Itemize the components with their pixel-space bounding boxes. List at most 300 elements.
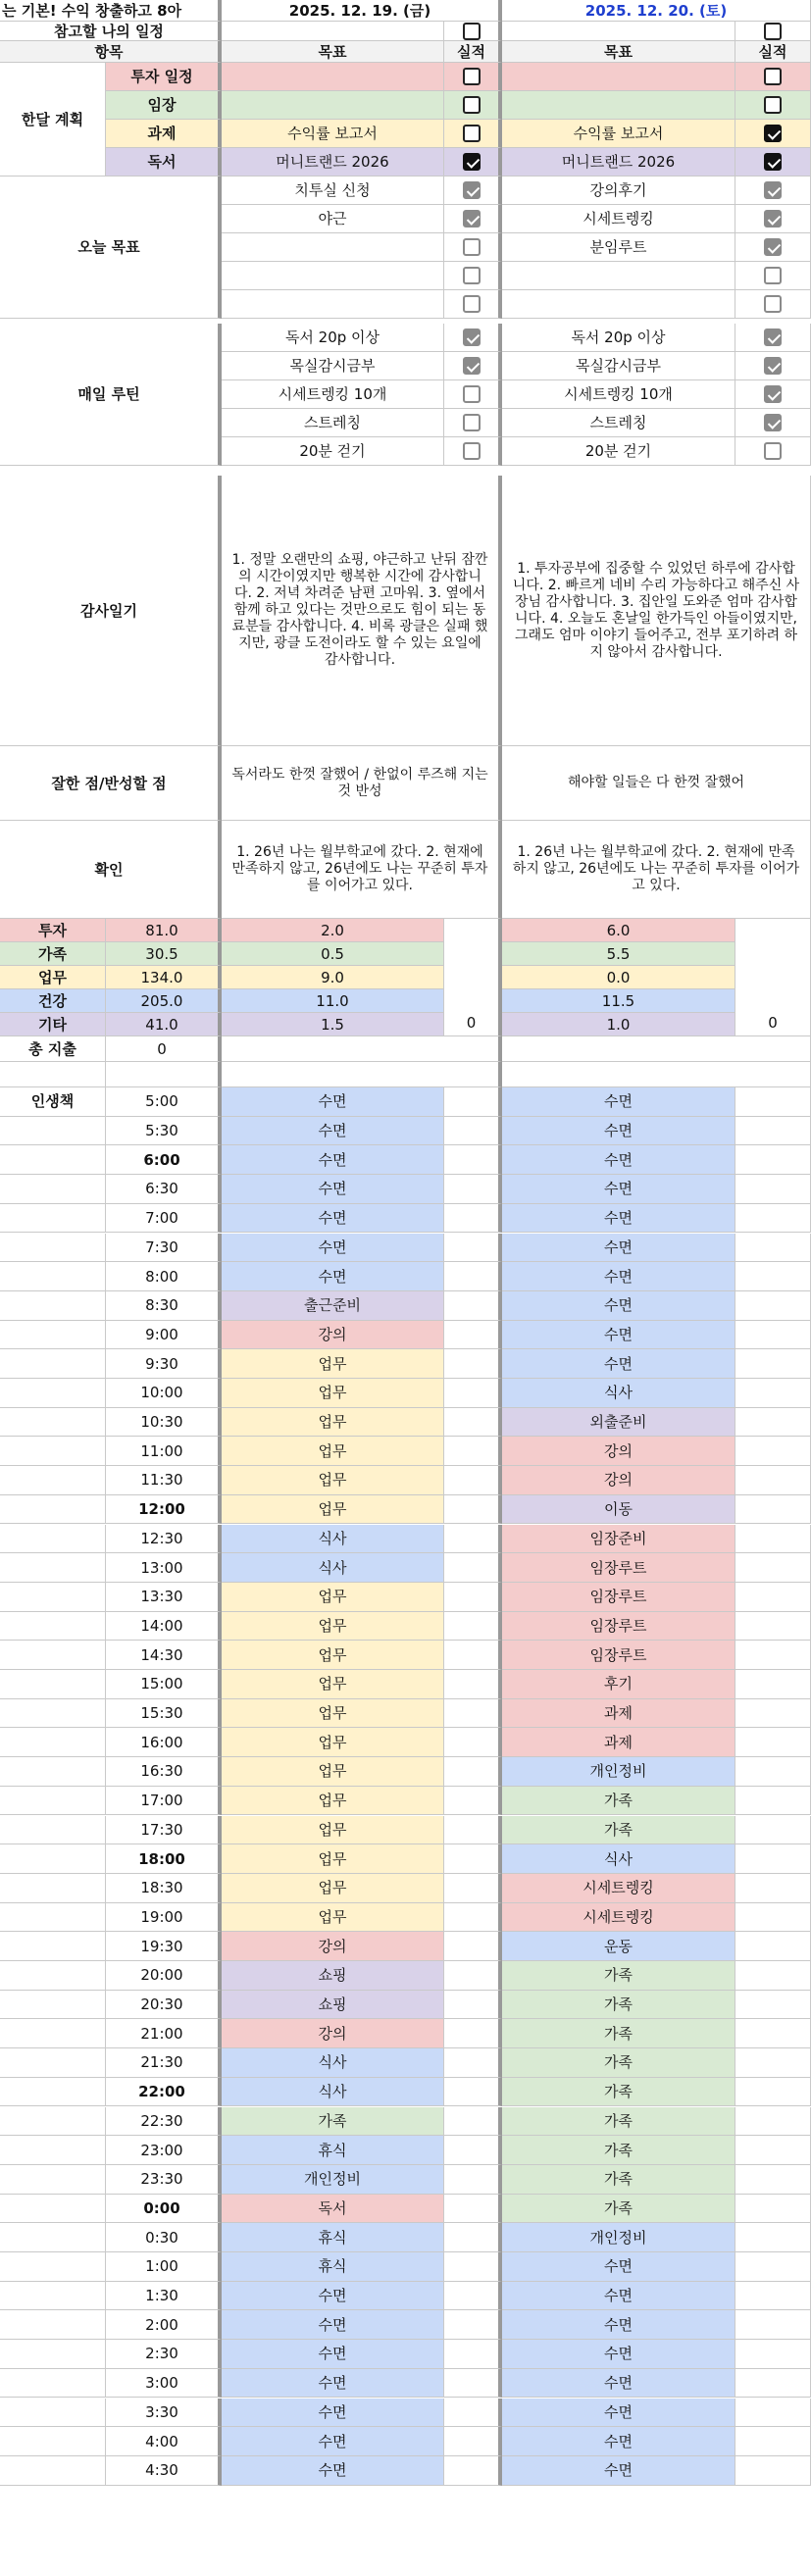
activity-d1-note	[444, 2195, 502, 2224]
time-slot: 2:00	[106, 2310, 222, 2340]
activity-d2: 수면	[502, 2369, 735, 2399]
activity-d1: 식사	[222, 1525, 444, 1554]
checkbox[interactable]	[463, 181, 481, 199]
activity-d2: 가족	[502, 1787, 735, 1816]
checkbox[interactable]	[764, 295, 782, 313]
time-slot: 8:00	[106, 1262, 222, 1291]
time-slot: 23:00	[106, 2136, 222, 2165]
today-d2-goal: 시세트렝킹	[502, 205, 735, 233]
activity-d2: 수면	[502, 1145, 735, 1175]
spending-total: 30.5	[106, 942, 222, 966]
schedule-row	[0, 1291, 811, 1321]
schedule-blank	[0, 1145, 106, 1175]
activity-d2-note	[735, 1816, 811, 1845]
time-slot: 21:30	[106, 2048, 222, 2078]
activity-d1: 쇼핑	[222, 1961, 444, 1991]
activity-d1-note	[444, 1291, 502, 1321]
today-d2-done	[735, 177, 811, 205]
schedule-blank	[0, 1408, 106, 1438]
spending-d1: 11.0	[222, 989, 444, 1013]
activity-d1: 수면	[222, 1234, 444, 1263]
activity-d2: 과제	[502, 1699, 735, 1729]
today-row	[0, 205, 811, 233]
schedule-blank	[0, 1234, 106, 1263]
monthly-d1-done	[444, 148, 502, 177]
total-value: 0	[106, 1036, 222, 1062]
time-slot: 20:00	[106, 1961, 222, 1991]
schedule-row	[0, 2136, 811, 2165]
schedule-row	[0, 2369, 811, 2399]
activity-d2: 강의	[502, 1466, 735, 1495]
schedule-blank	[0, 1728, 106, 1757]
schedule-blank	[0, 1525, 106, 1554]
activity-d1-note	[444, 2427, 502, 2456]
checkbox[interactable]	[764, 442, 782, 460]
schedule-blank	[0, 2252, 106, 2282]
activity-d2: 외출준비	[502, 1408, 735, 1438]
time-slot: 3:30	[106, 2399, 222, 2428]
ref-d2-goal	[502, 22, 735, 41]
schedule-row	[0, 1525, 811, 1554]
today-d2-goal	[502, 290, 735, 319]
routine-d2-goal: 스트레칭	[502, 409, 735, 437]
activity-d1-note	[444, 1612, 502, 1642]
checkbox[interactable]	[463, 125, 481, 142]
activity-d2-note	[735, 1437, 811, 1466]
activity-d1-note	[444, 2310, 502, 2340]
schedule-row	[0, 1641, 811, 1670]
checkbox[interactable]	[764, 125, 782, 142]
activity-d1-note	[444, 2282, 502, 2311]
activity-d2-note	[735, 1728, 811, 1757]
activity-d1: 업무	[222, 1466, 444, 1495]
confirm-d2: 1. 26년 나는 월부학교에 갔다. 2. 현재에 만족하지 않고, 26년에도 나는 꾸준히 투자를 이어가고 있다.	[502, 821, 811, 919]
activity-d2: 개인정비	[502, 1757, 735, 1787]
today-d2-goal	[502, 262, 735, 290]
checkbox[interactable]	[764, 181, 782, 199]
routine-d1-goal: 목실감시금부	[222, 352, 444, 380]
activity-d1-note	[444, 1087, 502, 1117]
schedule-blank	[0, 1757, 106, 1787]
activity-d1-note	[444, 2165, 502, 2195]
checkbox[interactable]	[764, 68, 782, 85]
checkbox[interactable]	[463, 442, 481, 460]
monthly-d1-goal: 수익률 보고서	[222, 120, 444, 148]
activity-d2-note	[735, 1495, 811, 1525]
schedule-blank	[0, 1553, 106, 1583]
activity-d2: 가족	[502, 2048, 735, 2078]
date-2: 2025. 12. 20. (토)	[502, 0, 811, 22]
daily-routine-block	[0, 324, 811, 466]
spending-label: 가족	[0, 942, 106, 966]
time-slot: 19:00	[106, 1903, 222, 1933]
checkbox[interactable]	[764, 238, 782, 256]
activity-d2-note	[735, 1787, 811, 1816]
monthly-d1-goal: 머니트랜드 2026	[222, 148, 444, 177]
schedule-row	[0, 2340, 811, 2369]
activity-d1: 수면	[222, 1175, 444, 1204]
schedule-row	[0, 2399, 811, 2428]
activity-d1: 식사	[222, 2078, 444, 2107]
activity-d2: 가족	[502, 2195, 735, 2224]
checkbox[interactable]	[463, 238, 481, 256]
time-slot: 11:00	[106, 1437, 222, 1466]
activity-d1: 업무	[222, 1816, 444, 1845]
schedule-blank	[0, 1991, 106, 2020]
checkbox[interactable]	[463, 328, 481, 346]
schedule-row	[0, 1262, 811, 1291]
col-result-1: 실적	[444, 41, 502, 63]
checkbox[interactable]	[764, 357, 782, 375]
activity-d2-note	[735, 2107, 811, 2137]
gratitude-row	[0, 476, 811, 746]
schedule-blank	[0, 2223, 106, 2252]
today-d1-goal: 야근	[222, 205, 444, 233]
activity-d1: 수면	[222, 1204, 444, 1234]
activity-d1: 업무	[222, 1670, 444, 1699]
checkbox[interactable]	[463, 68, 481, 85]
activity-d1-note	[444, 1321, 502, 1350]
monthly-label: 과제	[106, 120, 222, 148]
checkbox[interactable]	[463, 210, 481, 227]
schedule-row	[0, 1234, 811, 1263]
activity-d2: 수면	[502, 1117, 735, 1146]
checkbox[interactable]	[463, 414, 481, 431]
activity-d2: 수면	[502, 1175, 735, 1204]
activity-d2: 수면	[502, 1087, 735, 1117]
schedule-row	[0, 1844, 811, 1874]
checkbox[interactable]	[764, 414, 782, 431]
time-slot: 16:30	[106, 1757, 222, 1787]
schedule-blank	[0, 2136, 106, 2165]
activity-d2: 가족	[502, 2019, 735, 2048]
time-slot: 15:30	[106, 1699, 222, 1729]
activity-d2: 강의	[502, 1437, 735, 1466]
schedule-row	[0, 2252, 811, 2282]
schedule-blank	[0, 1117, 106, 1146]
schedule-row	[0, 2048, 811, 2078]
activity-d1: 업무	[222, 1437, 444, 1466]
activity-d1: 업무	[222, 1757, 444, 1787]
monthly-label: 독서	[106, 148, 222, 177]
schedule-row	[0, 2456, 811, 2486]
activity-d2-note	[735, 2078, 811, 2107]
time-slot: 17:30	[106, 1816, 222, 1845]
total-d1	[222, 1036, 502, 1062]
monthly-label: 임장	[106, 91, 222, 120]
activity-d1-note	[444, 1408, 502, 1438]
activity-d1: 업무	[222, 1699, 444, 1729]
activity-d1: 업무	[222, 1787, 444, 1816]
schedule-row	[0, 2310, 811, 2340]
monthly-d2-done	[735, 120, 811, 148]
schedule-blank	[0, 1175, 106, 1204]
time-slot: 3:00	[106, 2369, 222, 2399]
today-d1-done	[444, 262, 502, 290]
activity-d1: 개인정비	[222, 2165, 444, 2195]
activity-d2-note	[735, 1612, 811, 1642]
schedule-row	[0, 1408, 811, 1438]
checkbox[interactable]	[463, 153, 481, 171]
checkbox[interactable]	[764, 328, 782, 346]
spending-d2: 6.0	[502, 919, 735, 942]
schedule-blank	[0, 1844, 106, 1874]
activity-d1-note	[444, 1117, 502, 1146]
activity-d1: 업무	[222, 1379, 444, 1408]
activity-d1-note	[444, 2223, 502, 2252]
activity-d1: 수면	[222, 2369, 444, 2399]
checkbox[interactable]	[764, 385, 782, 403]
monthly-row	[0, 120, 811, 148]
schedule-blank	[0, 1787, 106, 1816]
date-header-row	[0, 0, 811, 22]
total-label: 총 지출	[0, 1036, 106, 1062]
activity-d2: 가족	[502, 2165, 735, 2195]
schedule-row	[0, 1145, 811, 1175]
time-slot: 13:30	[106, 1583, 222, 1612]
activity-d1-note	[444, 1175, 502, 1204]
monthly-plan-block	[0, 63, 811, 177]
schedule-row	[0, 1961, 811, 1991]
schedule-blank	[0, 1583, 106, 1612]
activity-d1: 업무	[222, 1641, 444, 1670]
reflection-row	[0, 746, 811, 821]
routine-d1-done	[444, 437, 502, 466]
monthly-label: 투자 일정	[106, 63, 222, 91]
activity-d2-note	[735, 1932, 811, 1961]
activity-d1-note	[444, 1234, 502, 1263]
schedule-blank	[0, 1349, 106, 1379]
checkbox[interactable]	[463, 357, 481, 375]
activity-d2-note	[735, 2165, 811, 2195]
checkbox[interactable]	[463, 385, 481, 403]
schedule-row	[0, 1321, 811, 1350]
total-spending-row	[0, 1036, 811, 1062]
activity-d2: 임장루트	[502, 1612, 735, 1642]
time-slot: 14:30	[106, 1641, 222, 1670]
activity-d2: 식사	[502, 1379, 735, 1408]
monthly-d2-done	[735, 63, 811, 91]
activity-d2-note	[735, 1961, 811, 1991]
activity-d2-note	[735, 1321, 811, 1350]
blank-row	[0, 1062, 811, 1087]
activity-d1-note	[444, 1699, 502, 1729]
schedule-row	[0, 1699, 811, 1729]
routine-row	[0, 324, 811, 352]
schedule-row	[0, 1932, 811, 1961]
activity-d1-note	[444, 1932, 502, 1961]
activity-d1-note	[444, 1495, 502, 1525]
activity-d1: 식사	[222, 2048, 444, 2078]
schedule-blank	[0, 1641, 106, 1670]
activity-d2-note	[735, 2456, 811, 2486]
schedule-blank	[0, 1874, 106, 1903]
schedule-row	[0, 1670, 811, 1699]
spending-d1: 0.5	[222, 942, 444, 966]
schedule-row	[0, 2282, 811, 2311]
spending-d2-extra: 0	[735, 919, 811, 1036]
activity-d1-note	[444, 1525, 502, 1554]
activity-d1: 출근준비	[222, 1291, 444, 1321]
time-slot: 12:00	[106, 1495, 222, 1525]
activity-d2: 수면	[502, 1234, 735, 1263]
today-d1-goal	[222, 262, 444, 290]
routine-d1-done	[444, 324, 502, 352]
activity-d2-note	[735, 2282, 811, 2311]
activity-d2-note	[735, 2252, 811, 2282]
schedule-row	[0, 1204, 811, 1234]
activity-d1: 휴식	[222, 2223, 444, 2252]
activity-d2: 수면	[502, 1262, 735, 1291]
confirm-title: 확인	[0, 821, 222, 919]
schedule-blank	[0, 2369, 106, 2399]
schedule-blank	[0, 1204, 106, 1234]
reflection-d2: 해야할 일들은 다 한껏 잘했어	[502, 746, 811, 821]
gratitude-d1: 1. 정말 오랜만의 쇼핑, 야근하고 난뒤 잠깐의 시간이였지만 행복한 시간에 감사합니다. 2. 저녁 차려준 남편 고마워. 3. 옆에서 함께 하고 있다는 것만으로도 힘이 되는 동료분들 감사합니다. 4. 비록 광클은 실패 했지만, 광클 도전이라도 할 수 있는 요일에 감사합니다.	[222, 476, 502, 746]
activity-d1: 수면	[222, 1262, 444, 1291]
monthly-d2-goal	[502, 63, 735, 91]
activity-d2: 이동	[502, 1495, 735, 1525]
activity-d2-note	[735, 2399, 811, 2428]
checkbox[interactable]	[463, 96, 481, 114]
schedule-blank	[0, 1932, 106, 1961]
schedule-row	[0, 1379, 811, 1408]
activity-d1-note	[444, 1553, 502, 1583]
activity-d1-note	[444, 1437, 502, 1466]
checkbox[interactable]	[764, 96, 782, 114]
schedule-row	[0, 1175, 811, 1204]
routine-d2-done	[735, 352, 811, 380]
checkbox[interactable]	[764, 267, 782, 284]
activity-d2: 수면	[502, 1349, 735, 1379]
activity-d1-note	[444, 1262, 502, 1291]
cell	[502, 1062, 811, 1087]
schedule-blank	[0, 2282, 106, 2311]
activity-d1: 휴식	[222, 2252, 444, 2282]
schedule-blank	[0, 2019, 106, 2048]
time-slot: 16:00	[106, 1728, 222, 1757]
activity-d1: 수면	[222, 2456, 444, 2486]
activity-d2: 가족	[502, 1816, 735, 1845]
checkbox[interactable]	[764, 153, 782, 171]
activity-d2: 수면	[502, 2427, 735, 2456]
checkbox[interactable]	[463, 295, 481, 313]
schedule-blank	[0, 2456, 106, 2486]
routine-d1-done	[444, 409, 502, 437]
routine-d1-done	[444, 380, 502, 409]
activity-d2: 수면	[502, 1204, 735, 1234]
activity-d2-note	[735, 1525, 811, 1554]
routine-d1-done	[444, 352, 502, 380]
activity-d2: 수면	[502, 2399, 735, 2428]
activity-d1-note	[444, 1379, 502, 1408]
activity-d1: 수면	[222, 2399, 444, 2428]
schedule-row	[0, 1787, 811, 1816]
activity-d1: 수면	[222, 2310, 444, 2340]
activity-d2: 가족	[502, 2107, 735, 2137]
activity-d1-note	[444, 1145, 502, 1175]
activity-d2: 수면	[502, 2456, 735, 2486]
today-row	[0, 233, 811, 262]
spending-label: 건강	[0, 989, 106, 1013]
activity-d1-note	[444, 1349, 502, 1379]
activity-d1: 업무	[222, 1408, 444, 1438]
schedule-row	[0, 2107, 811, 2137]
schedule-blank	[0, 1437, 106, 1466]
time-slot: 0:00	[106, 2195, 222, 2224]
reflection-title: 잘한 점/반성할 점	[0, 746, 222, 821]
today-d1-done	[444, 233, 502, 262]
schedule-blank	[0, 1961, 106, 1991]
today-d2-goal: 강의후기	[502, 177, 735, 205]
checkbox[interactable]	[463, 267, 481, 284]
activity-d2-note	[735, 1234, 811, 1263]
today-d2-goal: 분임루트	[502, 233, 735, 262]
monthly-d1-done	[444, 91, 502, 120]
schedule-blank	[0, 1699, 106, 1729]
activity-d1-note	[444, 2369, 502, 2399]
today-row	[0, 262, 811, 290]
activity-d2: 개인정비	[502, 2223, 735, 2252]
confirm-row	[0, 821, 811, 919]
time-slot: 18:00	[106, 1844, 222, 1874]
activity-d1-note	[444, 2252, 502, 2282]
checkbox[interactable]	[764, 23, 782, 40]
activity-d2: 수면	[502, 1321, 735, 1350]
routine-row	[0, 409, 811, 437]
activity-d2: 수면	[502, 2340, 735, 2369]
schedule-row	[0, 2223, 811, 2252]
checkbox[interactable]	[764, 210, 782, 227]
schedule-row	[0, 2019, 811, 2048]
gratitude-d2: 1. 투자공부에 집중할 수 있었던 하루에 감사합니다. 2. 빠르게 네비 수리 가능하다고 해주신 사장님 감사합니다. 3. 집안일 도와준 엄마 감사합니다. 4. 오늘도 혼날일 한가득인 아들이였지만, 그래도 엄마 이야기 들어주고, 전부 포기하려 하지 않아서 감사합니다.	[502, 476, 811, 746]
activity-d1: 수면	[222, 2340, 444, 2369]
time-slot: 10:00	[106, 1379, 222, 1408]
time-slot: 4:00	[106, 2427, 222, 2456]
activity-d2: 가족	[502, 1991, 735, 2020]
activity-d1-note	[444, 2456, 502, 2486]
activity-d2-note	[735, 1175, 811, 1204]
activity-d2-note	[735, 1991, 811, 2020]
schedule-row	[0, 1816, 811, 1845]
activity-d2-note	[735, 2195, 811, 2224]
spending-label: 기타	[0, 1013, 106, 1036]
confirm-d1: 1. 26년 나는 월부학교에 갔다. 2. 현재에 만족하지 않고, 26년에도 나는 꾸준히 투자를 이어가고 있다.	[222, 821, 502, 919]
spending-total: 81.0	[106, 919, 222, 942]
activity-d1: 수면	[222, 2282, 444, 2311]
activity-d1-note	[444, 2048, 502, 2078]
cell	[222, 1062, 502, 1087]
schedule-row	[0, 2078, 811, 2107]
time-slot: 10:30	[106, 1408, 222, 1438]
schedule-blank	[0, 2107, 106, 2137]
activity-d2: 임장루트	[502, 1641, 735, 1670]
routine-title: 매일 루틴	[0, 324, 222, 466]
activity-d2-note	[735, 1553, 811, 1583]
activity-d2: 임장루트	[502, 1583, 735, 1612]
time-slot: 23:30	[106, 2165, 222, 2195]
schedule-blank	[0, 1379, 106, 1408]
activity-d2: 임장루트	[502, 1553, 735, 1583]
checkbox[interactable]	[463, 23, 481, 40]
time-slot: 14:00	[106, 1612, 222, 1642]
spending-label: 업무	[0, 966, 106, 989]
time-slot: 15:00	[106, 1670, 222, 1699]
monthly-d1-goal	[222, 63, 444, 91]
activity-d2: 임장준비	[502, 1525, 735, 1554]
spending-d2: 11.5	[502, 989, 735, 1013]
reflection-d1: 독서라도 한껏 잘했어 / 한없이 루즈해 지는것 반성	[222, 746, 502, 821]
